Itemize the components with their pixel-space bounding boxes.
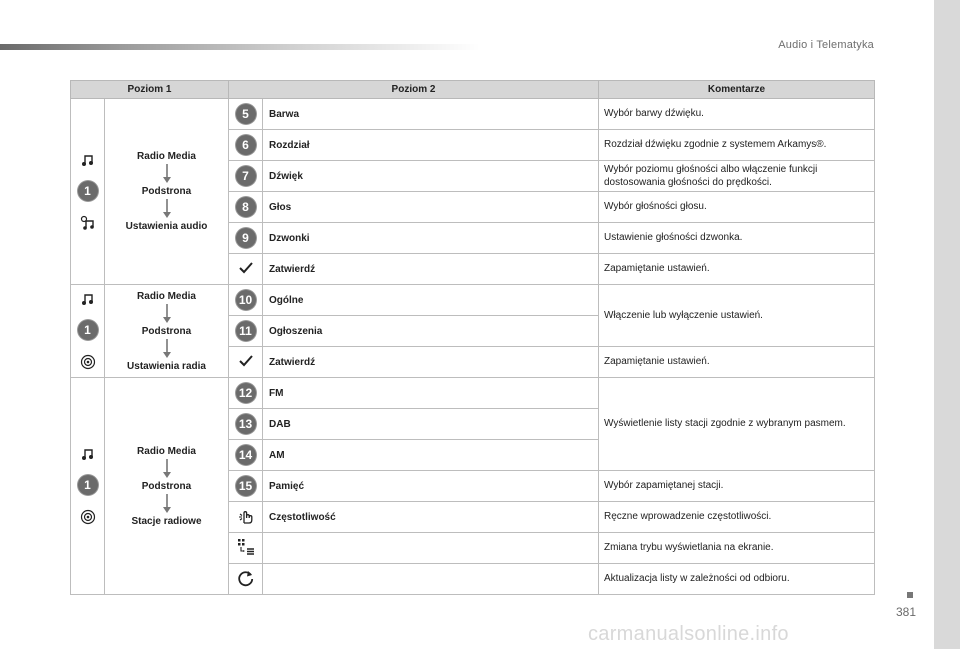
- badge-cell: [229, 533, 263, 564]
- step-badge: 7: [236, 166, 256, 186]
- level1-icon-cell: [71, 378, 105, 595]
- music-note-icon: [81, 447, 95, 461]
- music-note-icon: [81, 292, 95, 306]
- setting-label: [263, 564, 599, 595]
- header-poziom-2: Poziom 2: [229, 81, 599, 99]
- page-marker: [907, 592, 913, 598]
- table-row: [71, 285, 875, 316]
- setting-label: Ogólne: [263, 285, 599, 316]
- nav-radio-media: Radio Media: [137, 445, 196, 457]
- table-row: [71, 378, 875, 409]
- nav-radio-media: Radio Media: [137, 151, 196, 162]
- badge-cell: [229, 192, 263, 223]
- badge-cell: [229, 223, 263, 254]
- step-badge: 1: [78, 475, 98, 495]
- setting-label: Zatwierdź: [263, 347, 599, 378]
- nav-ustawienia-audio: Ustawienia audio: [125, 221, 208, 232]
- arrow-down-icon: [162, 164, 172, 184]
- setting-label: Częstotliwość: [263, 502, 599, 533]
- step-badge: 6: [236, 135, 256, 155]
- nav-radio-media: Radio Media: [137, 290, 196, 302]
- step-badge: 14: [236, 445, 256, 465]
- level1-nav-cell: [105, 99, 229, 285]
- nav-stacje-radiowe: Stacje radiowe: [131, 515, 202, 527]
- level1-icon-cell: [71, 99, 105, 285]
- level1-icon-cell: [71, 285, 105, 378]
- hand-touch-icon: [237, 507, 255, 525]
- header-gradient-bar: [0, 44, 480, 50]
- setting-label: Rozdział: [263, 130, 599, 161]
- setting-comment: Włączenie lub wyłączenie ustawień.: [599, 285, 875, 347]
- arrow-down-icon: [162, 199, 172, 219]
- page-number: 381: [895, 605, 916, 619]
- nav-podstrona: Podstrona: [141, 325, 192, 337]
- arrow-down-icon: [162, 494, 172, 514]
- nav-ustawienia-radia: Ustawienia radia: [127, 360, 206, 372]
- step-badge: 1: [78, 181, 98, 201]
- table-header-row: [71, 81, 875, 99]
- badge-cell: [229, 99, 263, 130]
- checkmark-icon: [239, 262, 253, 274]
- badge-cell: [229, 502, 263, 533]
- setting-comment: Zapamiętanie ustawień.: [599, 254, 875, 285]
- arrow-down-icon: [162, 459, 172, 479]
- level1-nav-cell: [105, 285, 229, 378]
- badge-cell: [229, 378, 263, 409]
- audio-settings-icon: [80, 215, 96, 231]
- badge-cell: [229, 161, 263, 192]
- step-badge: 8: [236, 197, 256, 217]
- setting-comment: Ręczne wprowadzenie częstotliwości.: [599, 502, 875, 533]
- setting-label: Pamięć: [263, 471, 599, 502]
- header-poziom-1: Poziom 1: [71, 81, 229, 99]
- step-badge: 10: [236, 290, 256, 310]
- badge-cell: [229, 409, 263, 440]
- step-badge: 5: [236, 104, 256, 124]
- setting-comment: Zapamiętanie ustawień.: [599, 347, 875, 378]
- step-badge: 9: [236, 228, 256, 248]
- setting-comment: Wybór barwy dźwięku.: [599, 99, 875, 130]
- arrow-down-icon: [162, 339, 172, 359]
- setting-comment: Wyświetlenie listy stacji zgodnie z wybranym pasmem.: [599, 378, 875, 471]
- arrow-down-icon: [162, 304, 172, 324]
- badge-cell: [229, 285, 263, 316]
- setting-comment: Wybór głośności głosu.: [599, 192, 875, 223]
- page-side-strip: [934, 0, 960, 649]
- watermark-text: carmanualsonline.info: [588, 623, 789, 645]
- nav-podstrona: Podstrona: [141, 186, 192, 197]
- badge-cell: [229, 347, 263, 378]
- display-mode-icon: [237, 538, 255, 556]
- radio-station-icon: [80, 509, 96, 525]
- table-row: [71, 99, 875, 130]
- setting-comment: Aktualizacja listy w zależności od odbioru.: [599, 564, 875, 595]
- setting-label: Ogłoszenia: [263, 316, 599, 347]
- setting-label: Dzwonki: [263, 223, 599, 254]
- setting-label: DAB: [263, 409, 599, 440]
- setting-label: Głos: [263, 192, 599, 223]
- setting-comment: Rozdział dźwięku zgodnie z systemem Arkamys®.: [599, 130, 875, 161]
- setting-comment: Zmiana trybu wyświetlania na ekranie.: [599, 533, 875, 564]
- badge-cell: [229, 440, 263, 471]
- checkmark-icon: [239, 355, 253, 367]
- music-note-icon: [81, 153, 95, 167]
- badge-cell: [229, 316, 263, 347]
- header-komentarze: Komentarze: [599, 81, 875, 99]
- settings-table: [70, 80, 875, 595]
- setting-label: Dźwięk: [263, 161, 599, 192]
- setting-comment: Wybór zapamiętanej stacji.: [599, 471, 875, 502]
- setting-label: [263, 533, 599, 564]
- step-badge: 12: [236, 383, 256, 403]
- setting-label: Barwa: [263, 99, 599, 130]
- level1-nav-cell: [105, 378, 229, 595]
- radio-settings-icon: [80, 354, 96, 370]
- refresh-icon: [237, 569, 255, 587]
- step-badge: 1: [78, 320, 98, 340]
- step-badge: 11: [236, 321, 256, 341]
- setting-label: FM: [263, 378, 599, 409]
- badge-cell: [229, 254, 263, 285]
- step-badge: 15: [236, 476, 256, 496]
- badge-cell: [229, 130, 263, 161]
- setting-label: AM: [263, 440, 599, 471]
- setting-comment: Ustawienie głośności dzwonka.: [599, 223, 875, 254]
- badge-cell: [229, 564, 263, 595]
- page-header-title: Audio i Telematyka: [778, 39, 874, 51]
- setting-label: Zatwierdź: [263, 254, 599, 285]
- badge-cell: [229, 471, 263, 502]
- nav-podstrona: Podstrona: [141, 480, 192, 492]
- step-badge: 13: [236, 414, 256, 434]
- setting-comment: Wybór poziomu głośności albo włączenie funkcji dostosowania głośności do prędkości.: [599, 161, 875, 192]
